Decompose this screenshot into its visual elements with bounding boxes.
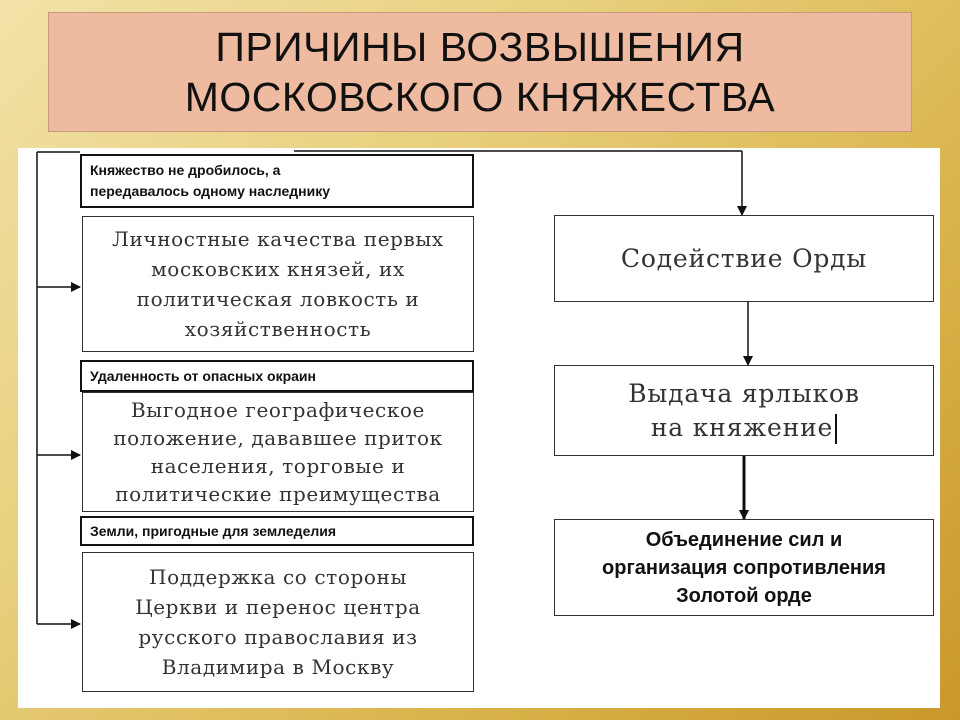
- diagram-panel: [18, 148, 940, 708]
- reason-2-line-2: московских князей, их: [151, 257, 405, 281]
- reason-4-line-3: населения, торговые и: [150, 454, 406, 478]
- reason-box-6: [82, 552, 474, 692]
- reason-box-4: [82, 392, 474, 512]
- yarlyk-line-2-wrap: [651, 411, 837, 445]
- unification-line-2: организация сопротивления: [602, 556, 886, 579]
- title-banner: [48, 12, 912, 132]
- reason-4-line-4: политические преимущества: [115, 482, 441, 506]
- reason-6-line-2: Церкви и перенос центра: [135, 595, 421, 619]
- reason-box-2: [82, 216, 474, 352]
- reason-2-line-1: Личностные качества первых: [112, 227, 444, 251]
- yarlyk-line-2: на княжение: [650, 412, 834, 442]
- title-line-2: МОСКОВСКОГО КНЯЖЕСТВА: [184, 74, 776, 120]
- unification-line-3: Золотой орде: [676, 584, 812, 607]
- horde-support-box: [554, 215, 934, 302]
- reason-6-line-3: русского православия из: [138, 625, 418, 649]
- text-cursor: [835, 414, 837, 444]
- reason-box-1: [80, 154, 474, 208]
- unification-line-1: Объединение сил и: [645, 528, 843, 551]
- reason-2-line-4: хозяйственность: [184, 317, 372, 341]
- reason-4-line-2: положение, дававшее приток: [113, 426, 443, 450]
- reason-1-line-2: передавалось одному наследнику: [90, 183, 331, 199]
- reason-3-line-1: Удаленность от опасных окраин: [90, 367, 316, 384]
- reason-2-line-3: политическая ловкость и: [136, 287, 420, 311]
- reason-box-3: [80, 360, 474, 392]
- reason-1-line-1: Княжество не дробилось, а: [90, 162, 281, 178]
- reason-6-line-4: Владимира в Москву: [161, 655, 395, 679]
- yarlyk-box: [554, 365, 934, 456]
- reason-4-line-1: Выгодное географическое: [131, 398, 425, 422]
- title-line-1: ПРИЧИНЫ ВОЗВЫШЕНИЯ: [215, 24, 745, 70]
- reason-6-line-1: Поддержка со стороны: [149, 565, 407, 589]
- unification-box: [554, 519, 934, 616]
- horde-support-text: Содействие Орды: [620, 244, 868, 273]
- yarlyk-line-1: Выдача ярлыков: [628, 378, 860, 408]
- reason-5-line-1: Земли, пригодные для земледелия: [90, 522, 337, 539]
- reason-box-5: [80, 516, 474, 546]
